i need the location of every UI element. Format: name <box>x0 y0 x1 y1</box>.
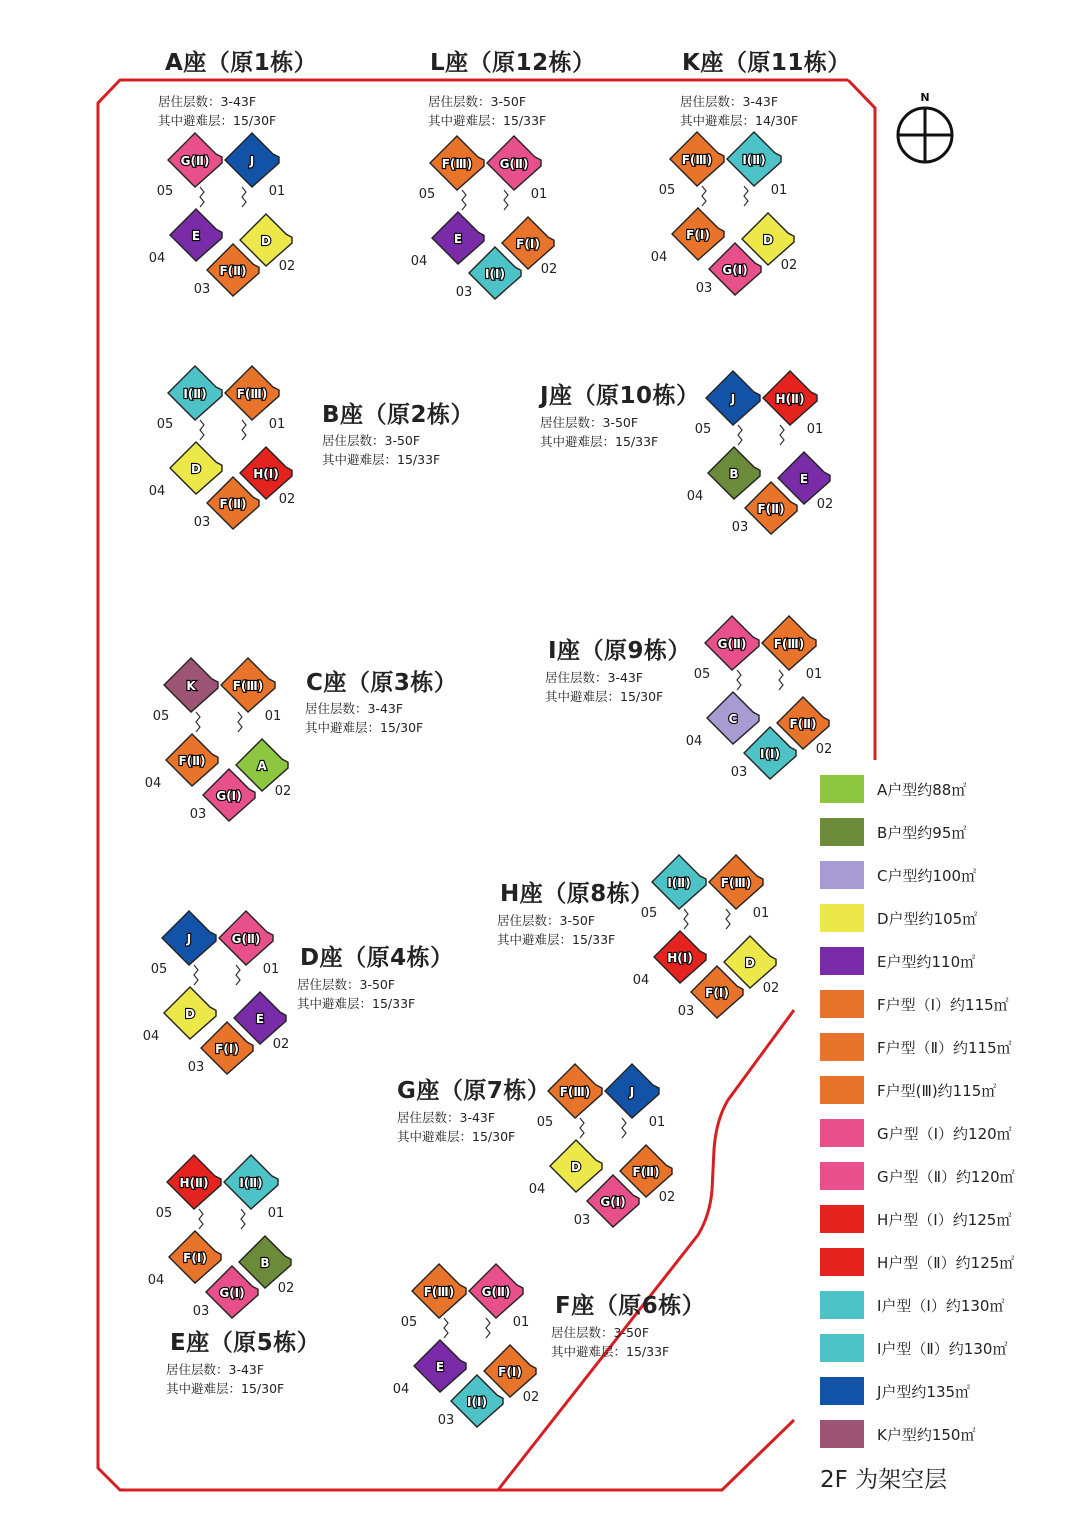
legend-swatch <box>820 861 864 889</box>
unit-label: D <box>261 234 271 248</box>
unit-label: D <box>571 1160 581 1174</box>
unit-label: H(Ⅰ) <box>667 951 693 965</box>
legend-swatch <box>820 1420 864 1448</box>
unit-label: F(Ⅰ) <box>686 228 710 242</box>
unit-label: D <box>191 462 201 476</box>
legend-label: H户型（Ⅰ）约125㎡ <box>877 1211 1012 1229</box>
unit-label: J <box>730 392 736 406</box>
entrance-number: 05 <box>418 187 436 202</box>
entrance-number: 02 <box>278 259 296 274</box>
tower-info-k <box>680 92 798 130</box>
tower-plan-g <box>529 1064 676 1228</box>
corridor-connector <box>196 712 242 732</box>
unit-label: F(Ⅱ) <box>789 717 817 731</box>
legend-label: H户型（Ⅱ）约125㎡ <box>877 1254 1015 1272</box>
tower-title-a: A座（原1栋） <box>165 50 318 76</box>
unit-label: B <box>260 1256 270 1270</box>
unit-label: F(Ⅲ) <box>232 679 264 693</box>
entrance-number: 04 <box>528 1182 546 1197</box>
compass-label: N <box>920 91 930 104</box>
legend-swatch <box>820 1076 864 1104</box>
tower-plan-k <box>651 132 798 296</box>
unit-label: F(Ⅱ) <box>219 497 247 511</box>
refuge-label: 其中避难层： <box>497 932 573 947</box>
stilt-floor-note: 2F 为架空层 <box>820 1467 948 1493</box>
entrance-number: 03 <box>193 515 211 530</box>
corridor-connector <box>200 187 246 207</box>
floors-label: 居住层数： <box>305 701 368 716</box>
floors-label: 居住层数： <box>322 433 385 448</box>
refuge-label: 其中避难层： <box>305 720 381 735</box>
unit-label: I(Ⅱ) <box>742 153 766 167</box>
legend-label: G户型（Ⅱ）约120㎡ <box>877 1168 1015 1186</box>
corridor-connector <box>200 420 246 440</box>
floors-value: 3-43F <box>220 94 257 109</box>
unit-label: H(Ⅰ) <box>253 467 279 481</box>
towers-layer <box>143 132 834 1428</box>
entrance-number: 04 <box>144 776 162 791</box>
entrance-number: 03 <box>437 1413 455 1428</box>
entrance-number: 03 <box>730 765 748 780</box>
refuge-label: 其中避难层： <box>540 434 616 449</box>
unit-label: D <box>745 956 755 970</box>
entrance-number: 03 <box>192 1304 210 1319</box>
unit-label: F(Ⅰ) <box>215 1042 239 1056</box>
tower-plan-e <box>148 1155 295 1319</box>
legend-swatch <box>820 818 864 846</box>
entrance-number: 01 <box>752 906 770 921</box>
floors-label: 居住层数： <box>551 1325 614 1340</box>
unit-label: F(Ⅲ) <box>559 1085 591 1099</box>
entrance-number: 04 <box>650 250 668 265</box>
legend-swatch <box>820 775 864 803</box>
legend-swatch <box>820 1248 864 1276</box>
floors-value: 3-43F <box>228 1362 265 1377</box>
entrance-number: 01 <box>806 422 824 437</box>
entrance-number: 03 <box>187 1060 205 1075</box>
unit-label: I(Ⅱ) <box>183 387 207 401</box>
unit-label: F(Ⅱ) <box>757 502 785 516</box>
entrance-number: 03 <box>677 1004 695 1019</box>
entrance-number: 02 <box>815 742 833 757</box>
floors-value: 3-50F <box>559 913 596 928</box>
unit-label: F(Ⅰ) <box>498 1365 522 1379</box>
entrance-number: 02 <box>522 1390 540 1405</box>
refuge-value: 15/30F <box>472 1129 516 1144</box>
unit-label: F(Ⅲ) <box>236 387 268 401</box>
legend-label: G户型（Ⅰ）约120㎡ <box>877 1125 1012 1143</box>
tower-title-e: E座（原5栋） <box>170 1330 321 1356</box>
unit-label: H(Ⅱ) <box>775 392 805 406</box>
tower-title-k: K座（原11栋） <box>682 50 851 76</box>
corridor-connector <box>580 1118 626 1138</box>
entrance-number: 05 <box>156 184 174 199</box>
unit-label: J <box>186 932 192 946</box>
floors-label: 居住层数： <box>297 977 360 992</box>
unit-label: C <box>728 712 738 726</box>
legend-swatch <box>820 990 864 1018</box>
unit-label: E <box>191 229 201 243</box>
refuge-value: 15/33F <box>626 1344 670 1359</box>
corridor-connector <box>194 965 240 985</box>
unit-label: F(Ⅱ) <box>632 1165 660 1179</box>
tower-info-c <box>305 699 423 737</box>
entrance-number: 05 <box>640 906 658 921</box>
unit-label: A <box>257 759 267 773</box>
unit-label: K <box>186 679 196 693</box>
entrance-number: 02 <box>540 262 558 277</box>
unit-label: D <box>763 233 773 247</box>
refuge-label: 其中避难层： <box>158 113 234 128</box>
corridor-connector <box>462 190 508 210</box>
entrance-number: 01 <box>530 187 548 202</box>
floors-label: 居住层数： <box>158 94 221 109</box>
entrance-number: 03 <box>189 807 207 822</box>
entrance-number: 05 <box>152 709 170 724</box>
entrance-number: 01 <box>512 1315 530 1330</box>
entrance-number: 02 <box>278 492 296 507</box>
floors-value: 3-43F <box>742 94 779 109</box>
entrance-number: 02 <box>277 1281 295 1296</box>
entrance-number: 03 <box>573 1213 591 1228</box>
legend-label: I户型（Ⅰ）约130㎡ <box>877 1297 1005 1315</box>
floors-label: 居住层数： <box>166 1362 229 1377</box>
tower-title-b: B座（原2栋） <box>322 402 475 428</box>
tower-title-g: G座（原7栋） <box>397 1078 551 1104</box>
entrance-number: 04 <box>148 251 166 266</box>
unit-label: G(Ⅱ) <box>180 154 210 168</box>
refuge-value: 15/30F <box>380 720 424 735</box>
unit-label: G(Ⅰ) <box>722 263 748 277</box>
unit-label: H(Ⅱ) <box>179 1176 209 1190</box>
unit-label: G(Ⅰ) <box>600 1195 626 1209</box>
entrance-number: 04 <box>410 254 428 269</box>
refuge-value: 15/33F <box>397 452 441 467</box>
refuge-value: 15/33F <box>503 113 547 128</box>
corridor-connector <box>738 425 784 445</box>
unit-label: E <box>255 1012 265 1026</box>
refuge-value: 15/30F <box>620 689 664 704</box>
unit-label: I(Ⅰ) <box>467 1395 487 1409</box>
tower-info-h <box>497 911 615 949</box>
floors-label: 居住层数： <box>545 670 608 685</box>
tower-info-i <box>545 668 663 706</box>
tower-info-a <box>158 92 276 130</box>
tower-plan-a <box>149 133 296 297</box>
entrance-number: 04 <box>685 734 703 749</box>
entrance-number: 05 <box>400 1315 418 1330</box>
legend-label: C户型约100㎡ <box>877 867 977 885</box>
tower-plan-l <box>411 136 558 300</box>
unit-label: F(Ⅱ) <box>178 754 206 768</box>
legend-label: F户型（Ⅰ）约115㎡ <box>877 996 1009 1014</box>
tower-plan-d <box>143 911 290 1075</box>
unit-label: J <box>629 1085 635 1099</box>
tower-title-j: J座（原10栋） <box>540 383 700 409</box>
floors-label: 居住层数： <box>497 913 560 928</box>
refuge-label: 其中避难层： <box>166 1381 242 1396</box>
unit-label: E <box>799 472 809 486</box>
refuge-value: 14/30F <box>755 113 799 128</box>
tower-title-d: D座（原4栋） <box>300 945 454 971</box>
unit-label: F(Ⅲ) <box>441 157 473 171</box>
legend-label: E户型约110㎡ <box>877 953 976 971</box>
tower-plan-h <box>633 855 780 1019</box>
entrance-number: 04 <box>686 489 704 504</box>
legend-label: J户型约135㎡ <box>877 1383 971 1401</box>
entrance-number: 04 <box>142 1029 160 1044</box>
refuge-label: 其中避难层： <box>322 452 398 467</box>
entrance-number: 05 <box>155 1206 173 1221</box>
entrance-number: 03 <box>455 285 473 300</box>
entrance-number: 04 <box>147 1273 165 1288</box>
entrance-number: 02 <box>274 784 292 799</box>
refuge-label: 其中避难层： <box>545 689 621 704</box>
entrance-number: 02 <box>658 1190 676 1205</box>
refuge-label: 其中避难层： <box>680 113 756 128</box>
refuge-value: 15/33F <box>572 932 616 947</box>
unit-label: F(Ⅲ) <box>681 153 713 167</box>
legend-swatch <box>820 1033 864 1061</box>
floors-value: 3-43F <box>459 1110 496 1125</box>
tower-plan-f <box>393 1264 540 1428</box>
refuge-label: 其中避难层： <box>397 1129 473 1144</box>
floors-label: 居住层数： <box>397 1110 460 1125</box>
floors-label: 居住层数： <box>540 415 603 430</box>
tower-title-f: F座（原6栋） <box>555 1293 706 1319</box>
unit-label: F(Ⅲ) <box>423 1285 455 1299</box>
unit-label: F(Ⅲ) <box>720 876 752 890</box>
entrance-number: 05 <box>658 183 676 198</box>
legend-label: B户型约95㎡ <box>877 824 967 842</box>
entrance-number: 04 <box>148 484 166 499</box>
entrance-number: 01 <box>805 667 823 682</box>
unit-label: G(Ⅱ) <box>499 157 529 171</box>
entrance-number: 01 <box>267 1206 285 1221</box>
tower-info-f <box>551 1323 669 1361</box>
legend-swatch <box>820 1377 864 1405</box>
legend-swatch <box>820 1119 864 1147</box>
entrance-number: 02 <box>780 258 798 273</box>
tower-info-d <box>297 975 415 1013</box>
entrance-number: 03 <box>193 282 211 297</box>
tower-plan-b <box>149 366 296 530</box>
floors-label: 居住层数： <box>428 94 491 109</box>
legend-label: F户型(Ⅲ)约115㎡ <box>877 1082 997 1100</box>
entrance-number: 04 <box>632 973 650 988</box>
entrance-number: 02 <box>816 497 834 512</box>
unit-label: E <box>453 232 463 246</box>
unit-label: G(Ⅰ) <box>216 789 242 803</box>
refuge-value: 15/33F <box>372 996 416 1011</box>
compass <box>898 91 952 162</box>
tower-plan-c <box>145 658 292 822</box>
floors-value: 3-50F <box>490 94 527 109</box>
refuge-label: 其中避难层： <box>297 996 373 1011</box>
corridor-connector <box>199 1209 245 1229</box>
tower-info-g <box>397 1108 515 1146</box>
legend-label: F户型（Ⅱ）约115㎡ <box>877 1039 1012 1057</box>
unit-label: B <box>729 467 739 481</box>
refuge-value: 15/30F <box>233 113 277 128</box>
entrance-number: 05 <box>693 667 711 682</box>
legend-swatch <box>820 904 864 932</box>
unit-label: E <box>435 1360 445 1374</box>
unit-label: F(Ⅱ) <box>219 264 247 278</box>
tower-plan-j <box>687 371 834 535</box>
legend-swatch <box>820 1162 864 1190</box>
refuge-label: 其中避难层： <box>551 1344 627 1359</box>
legend-label: I户型（Ⅱ）约130㎡ <box>877 1340 1008 1358</box>
entrance-number: 01 <box>262 962 280 977</box>
refuge-label: 其中避难层： <box>428 113 504 128</box>
unit-label: J <box>249 154 255 168</box>
corridor-connector <box>702 186 748 206</box>
entrance-number: 02 <box>762 981 780 996</box>
corridor-connector <box>444 1318 490 1338</box>
unit-label: G(Ⅱ) <box>481 1285 511 1299</box>
tower-title-h: H座（原8栋） <box>500 881 654 907</box>
entrance-number: 01 <box>648 1115 666 1130</box>
unit-label: G(Ⅱ) <box>717 637 747 651</box>
legend-label: D户型约105㎡ <box>877 910 978 928</box>
legend-label: K户型约150㎡ <box>877 1426 976 1444</box>
entrance-number: 01 <box>770 183 788 198</box>
tower-info-e <box>166 1360 284 1398</box>
unit-label: F(Ⅰ) <box>705 986 729 1000</box>
entrance-number: 02 <box>272 1037 290 1052</box>
floors-value: 3-43F <box>367 701 404 716</box>
legend-label: A户型约88㎡ <box>877 781 967 799</box>
floors-value: 3-50F <box>384 433 421 448</box>
entrance-number: 03 <box>695 281 713 296</box>
unit-label: G(Ⅰ) <box>219 1286 245 1300</box>
entrance-number: 05 <box>156 417 174 432</box>
legend-swatch <box>820 1334 864 1362</box>
corridor-connector <box>737 670 783 690</box>
site-boundary-east <box>848 80 875 760</box>
corridor-connector <box>684 909 730 929</box>
unit-label: F(Ⅰ) <box>183 1251 207 1265</box>
entrance-number: 05 <box>150 962 168 977</box>
entrance-number: 01 <box>268 417 286 432</box>
refuge-value: 15/30F <box>241 1381 285 1396</box>
unit-label: I(Ⅱ) <box>667 876 691 890</box>
unit-label: G(Ⅱ) <box>231 932 261 946</box>
unit-label: I(Ⅰ) <box>485 267 505 281</box>
refuge-value: 15/33F <box>615 434 659 449</box>
entrance-number: 05 <box>536 1115 554 1130</box>
tower-info-b <box>322 431 440 469</box>
unit-label: D <box>185 1007 195 1021</box>
unit-label: F(Ⅰ) <box>516 237 540 251</box>
unit-label: I(Ⅰ) <box>760 747 780 761</box>
floors-label: 居住层数： <box>680 94 743 109</box>
tower-info-j <box>540 413 658 451</box>
unit-label: I(Ⅱ) <box>239 1176 263 1190</box>
legend-swatch <box>820 1291 864 1319</box>
tower-title-c: C座（原3栋） <box>306 670 458 696</box>
entrance-number: 01 <box>264 709 282 724</box>
floors-value: 3-43F <box>607 670 644 685</box>
floors-value: 3-50F <box>613 1325 650 1340</box>
legend-swatch <box>820 1205 864 1233</box>
floors-value: 3-50F <box>359 977 396 992</box>
entrance-number: 03 <box>731 520 749 535</box>
tower-plan-i <box>686 616 833 780</box>
tower-title-i: I座（原9栋） <box>548 638 692 664</box>
tower-title-l: L座（原12栋） <box>430 50 596 76</box>
tower-info-l <box>428 92 546 130</box>
floors-value: 3-50F <box>602 415 639 430</box>
legend-swatch <box>820 947 864 975</box>
entrance-number: 01 <box>268 184 286 199</box>
unit-label: F(Ⅲ) <box>773 637 805 651</box>
entrance-number: 05 <box>694 422 712 437</box>
entrance-number: 04 <box>392 1382 410 1397</box>
